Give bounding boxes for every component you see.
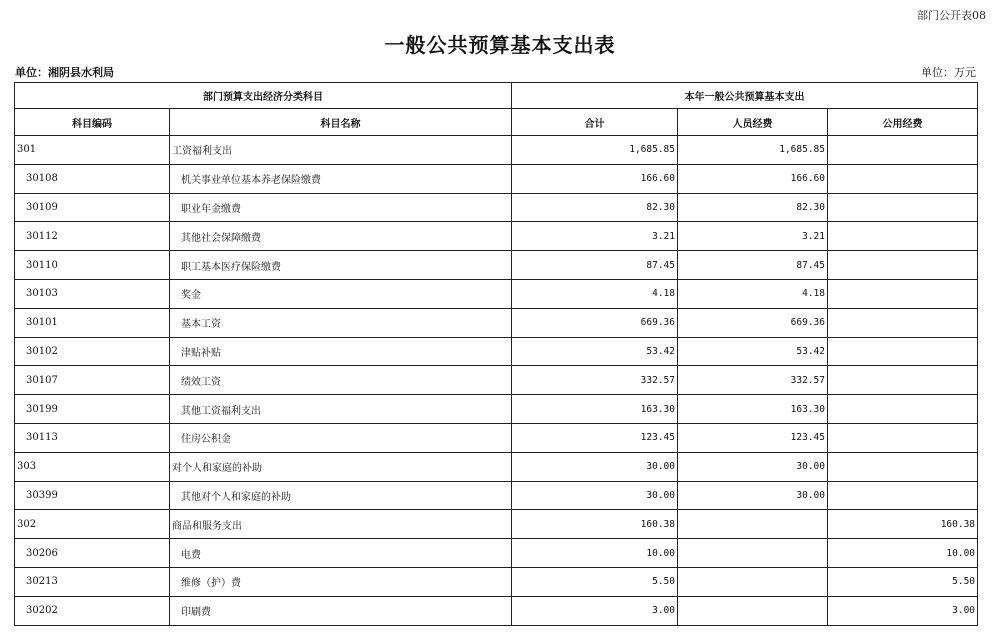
total-cell: 1,685.85 <box>512 136 678 165</box>
name-cell: 津贴补贴 <box>170 337 512 366</box>
table-row <box>15 366 978 395</box>
table-row <box>15 164 978 193</box>
column-header-total: 合计 <box>512 109 678 136</box>
column-header-personnel: 人员经费 <box>678 109 828 136</box>
code-cell: 30399 <box>15 481 170 510</box>
total-cell: 163.30 <box>512 395 678 424</box>
total-cell: 160.38 <box>512 510 678 539</box>
total-cell: 5.50 <box>512 567 678 596</box>
code-cell: 30102 <box>15 337 170 366</box>
name-cell: 绩效工资 <box>170 366 512 395</box>
table-row <box>15 567 978 596</box>
table-row <box>15 222 978 251</box>
name-cell: 住房公积金 <box>170 423 512 452</box>
total-cell: 332.57 <box>512 366 678 395</box>
table-row <box>15 136 978 165</box>
table-row <box>15 193 978 222</box>
name-cell: 其他对个人和家庭的补助 <box>170 481 512 510</box>
public-cell <box>828 193 978 222</box>
personnel-cell: 87.45 <box>678 251 828 280</box>
table-body <box>15 136 978 626</box>
public-cell: 160.38 <box>828 510 978 539</box>
personnel-cell: 53.42 <box>678 337 828 366</box>
personnel-cell: 163.30 <box>678 395 828 424</box>
personnel-cell: 166.60 <box>678 164 828 193</box>
public-cell <box>828 423 978 452</box>
code-cell: 30112 <box>15 222 170 251</box>
public-cell <box>828 222 978 251</box>
personnel-cell: 30.00 <box>678 452 828 481</box>
personnel-cell: 123.45 <box>678 423 828 452</box>
budget-expenditure-table <box>14 82 978 626</box>
name-cell: 其他社会保障缴费 <box>170 222 512 251</box>
table-row <box>15 395 978 424</box>
unit-organization: 单位：湘阴县水利局 <box>15 66 114 79</box>
public-cell <box>828 366 978 395</box>
total-cell: 82.30 <box>512 193 678 222</box>
table-row <box>15 423 978 452</box>
personnel-cell: 4.18 <box>678 279 828 308</box>
table-row <box>15 481 978 510</box>
personnel-cell <box>678 596 828 625</box>
code-cell: 301 <box>15 136 170 165</box>
table-row <box>15 510 978 539</box>
public-cell <box>828 337 978 366</box>
name-cell: 电费 <box>170 539 512 568</box>
name-cell: 奖金 <box>170 279 512 308</box>
code-cell: 30110 <box>15 251 170 280</box>
group-header-row <box>15 83 978 109</box>
table-row <box>15 539 978 568</box>
public-cell <box>828 308 978 337</box>
group-header-expenditure: 本年一般公共预算基本支出 <box>512 83 978 109</box>
total-cell: 87.45 <box>512 251 678 280</box>
name-cell: 职工基本医疗保险缴费 <box>170 251 512 280</box>
total-cell: 53.42 <box>512 337 678 366</box>
column-header-name: 科目名称 <box>170 109 512 136</box>
code-cell: 30206 <box>15 539 170 568</box>
code-cell: 30107 <box>15 366 170 395</box>
table-row <box>15 452 978 481</box>
total-cell: 4.18 <box>512 279 678 308</box>
personnel-cell: 332.57 <box>678 366 828 395</box>
code-cell: 30202 <box>15 596 170 625</box>
personnel-cell <box>678 567 828 596</box>
total-cell: 30.00 <box>512 452 678 481</box>
public-cell <box>828 452 978 481</box>
column-header-row <box>15 109 978 136</box>
total-cell: 10.00 <box>512 539 678 568</box>
total-cell: 30.00 <box>512 481 678 510</box>
code-cell: 302 <box>15 510 170 539</box>
name-cell: 维修（护）费 <box>170 567 512 596</box>
total-cell: 166.60 <box>512 164 678 193</box>
public-cell: 5.50 <box>828 567 978 596</box>
name-cell: 印刷费 <box>170 596 512 625</box>
personnel-cell <box>678 510 828 539</box>
table-row <box>15 251 978 280</box>
code-cell: 30213 <box>15 567 170 596</box>
name-cell: 职业年金缴费 <box>170 193 512 222</box>
name-cell: 工资福利支出 <box>170 136 512 165</box>
column-header-code: 科目编码 <box>15 109 170 136</box>
total-cell: 669.36 <box>512 308 678 337</box>
public-cell: 3.00 <box>828 596 978 625</box>
public-cell: 10.00 <box>828 539 978 568</box>
code-cell: 30103 <box>15 279 170 308</box>
total-cell: 123.45 <box>512 423 678 452</box>
public-cell <box>828 136 978 165</box>
personnel-cell: 3.21 <box>678 222 828 251</box>
personnel-cell: 669.36 <box>678 308 828 337</box>
personnel-cell <box>678 539 828 568</box>
page-title: 一般公共预算基本支出表 <box>384 33 616 57</box>
name-cell: 商品和服务支出 <box>170 510 512 539</box>
code-cell: 30101 <box>15 308 170 337</box>
unit-currency: 单位：万元 <box>921 66 976 79</box>
name-cell: 基本工资 <box>170 308 512 337</box>
table-row <box>15 279 978 308</box>
name-cell: 机关事业单位基本养老保险缴费 <box>170 164 512 193</box>
public-cell <box>828 251 978 280</box>
personnel-cell: 30.00 <box>678 481 828 510</box>
code-cell: 30199 <box>15 395 170 424</box>
table-row <box>15 337 978 366</box>
public-cell <box>828 395 978 424</box>
name-cell: 其他工资福利支出 <box>170 395 512 424</box>
group-header-classification: 部门预算支出经济分类科目 <box>15 83 512 109</box>
code-cell: 30113 <box>15 423 170 452</box>
form-code: 部门公开表08 <box>917 9 986 22</box>
public-cell <box>828 279 978 308</box>
public-cell <box>828 481 978 510</box>
table-row <box>15 308 978 337</box>
total-cell: 3.00 <box>512 596 678 625</box>
column-header-public: 公用经费 <box>828 109 978 136</box>
total-cell: 3.21 <box>512 222 678 251</box>
public-cell <box>828 164 978 193</box>
personnel-cell: 82.30 <box>678 193 828 222</box>
code-cell: 30108 <box>15 164 170 193</box>
code-cell: 30109 <box>15 193 170 222</box>
personnel-cell: 1,685.85 <box>678 136 828 165</box>
table-row <box>15 596 978 625</box>
code-cell: 303 <box>15 452 170 481</box>
name-cell: 对个人和家庭的补助 <box>170 452 512 481</box>
